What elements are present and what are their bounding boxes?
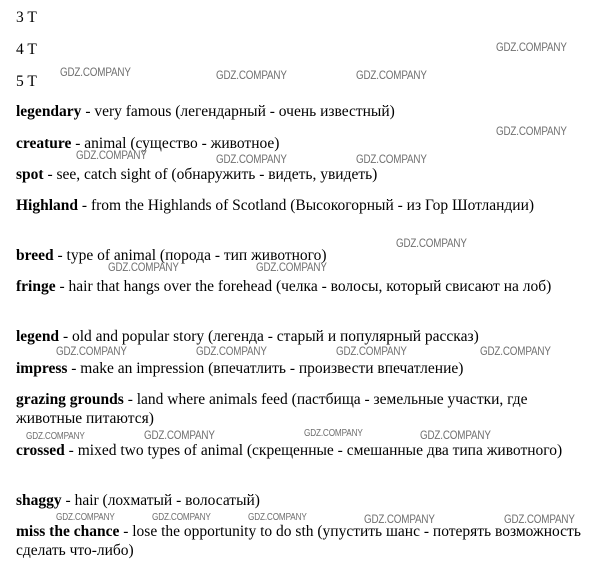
vocab-term: breed	[16, 247, 54, 264]
vocab-entry-grazing-grounds	[16, 390, 596, 428]
vocab-term: legendary	[16, 103, 82, 120]
watermark: GDZ.COMPANY	[304, 428, 363, 439]
answer-number-4: 4 T	[16, 41, 37, 58]
vocab-definition: - mixed two types of animal (скрещенные - смешанные два типа животного)	[64, 442, 563, 459]
vocab-definition: - see, catch sight of (обнаружить - видеть, увидеть)	[43, 166, 378, 183]
vocab-term: crossed	[16, 442, 65, 459]
watermark: GDZ.COMPANY	[56, 512, 115, 523]
watermark: GDZ.COMPANY	[420, 428, 491, 442]
vocab-term: spot	[16, 166, 44, 183]
vocab-definition: - type of animal (порода - тип животного)	[53, 247, 327, 264]
watermark: GDZ.COMPANY	[248, 512, 307, 523]
vocab-entry-legendary	[16, 102, 596, 121]
vocab-definition: - make an impression (впечатлить - произвести впечатление)	[67, 360, 464, 377]
vocab-entry-crossed	[16, 441, 596, 460]
watermark: GDZ.COMPANY	[364, 512, 435, 526]
answer-number-3: 3 T	[16, 9, 37, 26]
vocab-definition: - hair (лохматый - волосатый)	[61, 492, 260, 509]
vocab-entry-highland	[16, 196, 596, 215]
vocab-definition: - lose the opportunity to do sth (упустить шанс - потерять возможность сделать что-либо)	[16, 523, 581, 559]
vocab-definition: - from the Highlands of Scotland (Высокогорный - из Гор Шотландии)	[78, 197, 535, 214]
watermark: GDZ.COMPANY	[26, 431, 85, 442]
watermark: GDZ.COMPANY	[356, 152, 427, 166]
vocab-term: grazing grounds	[16, 391, 124, 408]
watermark: GDZ.COMPANY	[480, 344, 551, 358]
watermark: GDZ.COMPANY	[216, 152, 287, 166]
vocab-entry-miss-the-chance	[16, 522, 596, 560]
vocab-definition: - hair that hangs over the forehead (челка - волосы, который свисают на лоб)	[55, 278, 552, 295]
watermark: GDZ.COMPANY	[496, 124, 567, 138]
watermark: GDZ.COMPANY	[256, 260, 327, 274]
vocab-entry-fringe	[16, 277, 596, 296]
vocab-entry-spot	[16, 165, 596, 184]
vocab-term: legend	[16, 328, 60, 345]
watermark: GDZ.COMPANY	[144, 428, 215, 442]
vocab-definition: - land where animals feed (пастбища - земельные участки, где животные питаются)	[16, 391, 528, 427]
answer-number-5: 5 T	[16, 73, 37, 90]
vocab-entry-impress	[16, 359, 596, 378]
watermark: GDZ.COMPANY	[56, 344, 127, 358]
vocab-entry-shaggy	[16, 491, 596, 510]
watermark: GDZ.COMPANY	[152, 512, 211, 523]
watermark: GDZ.COMPANY	[108, 260, 179, 274]
watermark: GDZ.COMPANY	[496, 40, 567, 54]
watermark: GDZ.COMPANY	[504, 512, 575, 526]
vocab-term: shaggy	[16, 492, 62, 509]
vocab-term: fringe	[16, 278, 56, 295]
watermark: GDZ.COMPANY	[396, 236, 467, 250]
watermark: GDZ.COMPANY	[216, 68, 287, 82]
vocab-definition: - very famous (легендарный - очень известный)	[81, 103, 395, 120]
vocab-definition: - old and popular story (легенда - старый и популярный рассказ)	[59, 328, 479, 345]
watermark: GDZ.COMPANY	[356, 68, 427, 82]
vocab-term: miss the chance	[16, 523, 120, 540]
vocab-term: creature	[16, 135, 72, 152]
watermark: GDZ.COMPANY	[76, 148, 147, 162]
vocab-term: impress	[16, 360, 68, 377]
vocab-term: Highland	[16, 197, 79, 214]
watermark: GDZ.COMPANY	[60, 65, 131, 79]
watermark: GDZ.COMPANY	[336, 344, 407, 358]
watermark: GDZ.COMPANY	[196, 344, 267, 358]
vocab-definition: - animal (существо - животное)	[71, 135, 280, 152]
